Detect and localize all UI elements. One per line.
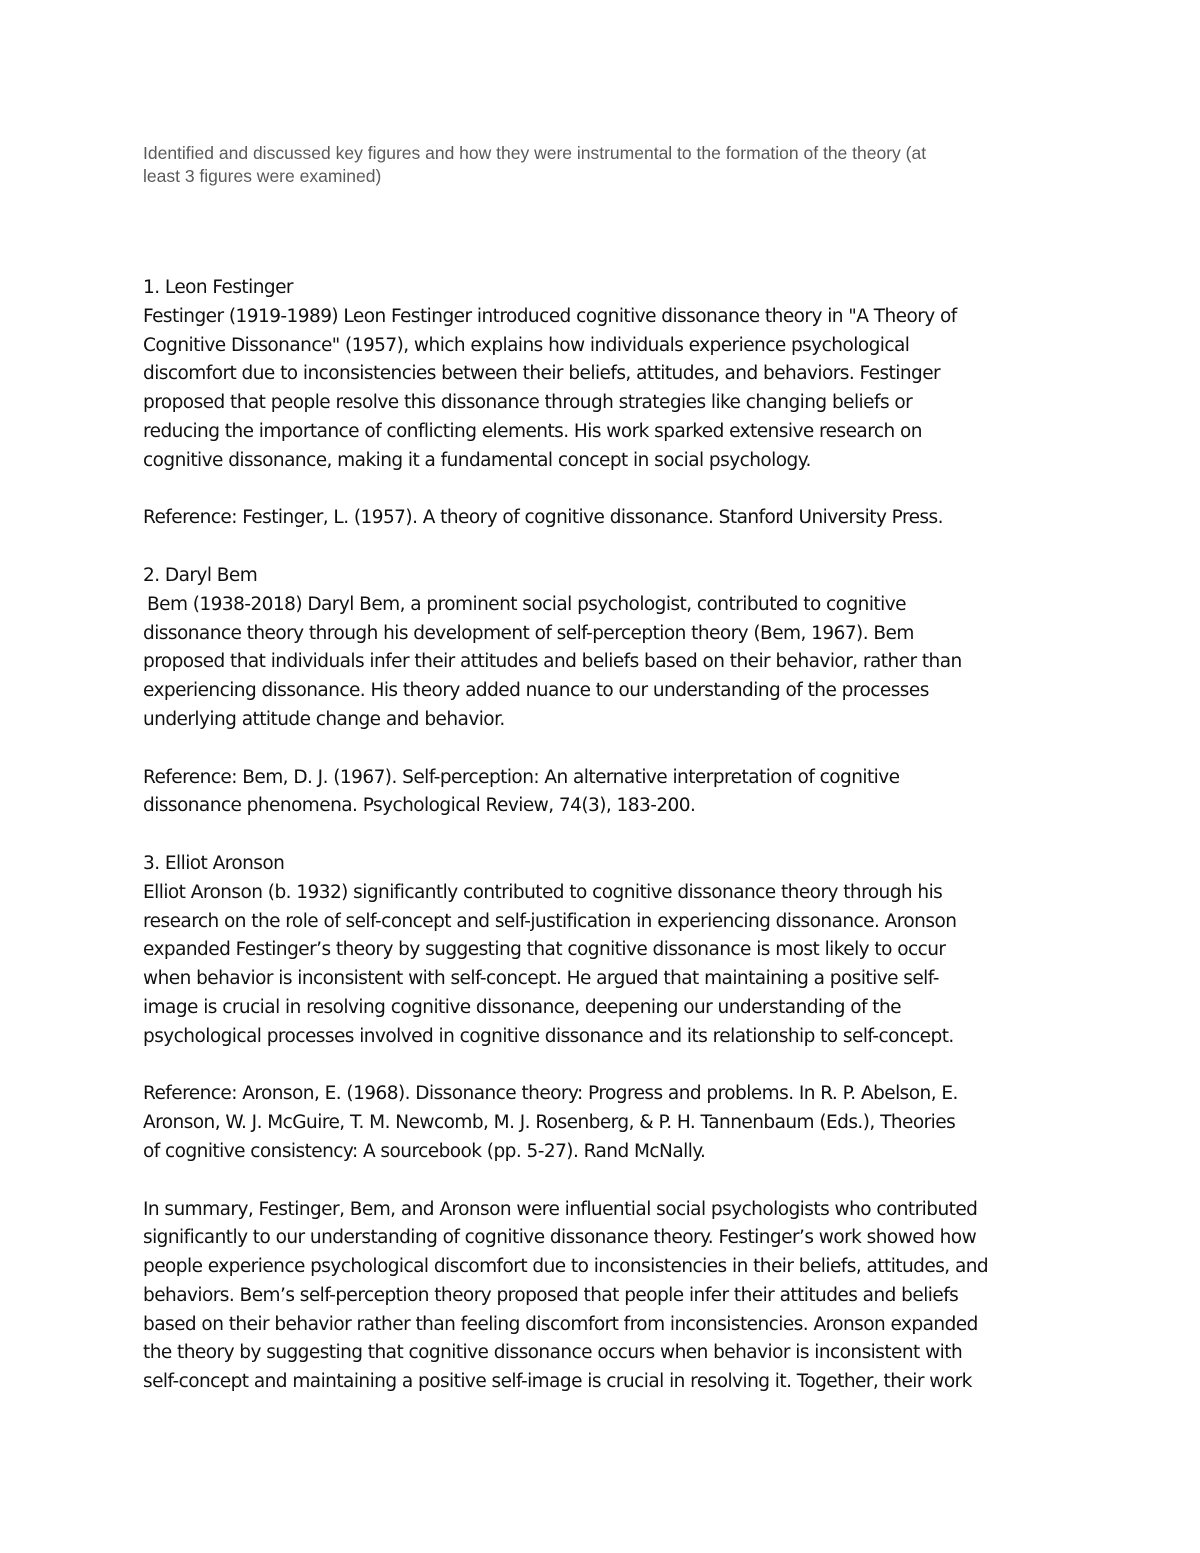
section-heading: 2. Daryl Bem: [143, 564, 258, 586]
rubric-prompt: [143, 142, 1043, 188]
paragraph-gap: [143, 1167, 1078, 1196]
paragraph-gap: [143, 735, 1078, 764]
reference-line: Reference: Aronson, E. (1968). Dissonance theory: Progress and problems. In R. P. Abelson, E.: [143, 1083, 958, 1105]
paragraph-line: dissonance theory through his development of self-perception theory (Bem, 1967). Bem: [143, 622, 914, 644]
paragraph-line: image is crucial in resolving cognitive dissonance, deepening our understanding of the: [143, 996, 901, 1018]
paragraph-line: discomfort due to inconsistencies between their beliefs, attitudes, and behaviors. Festinger: [143, 363, 941, 385]
reference-line: dissonance phenomena. Psychological Review, 74(3), 183-200.: [143, 795, 696, 817]
paragraph-line: Bem (1938-2018) Daryl Bem, a prominent social psychologist, contributed to cognitive: [147, 593, 906, 615]
paragraph-line: reducing the importance of conflicting elements. His work sparked extensive research on: [143, 420, 922, 442]
paragraph-line: underlying attitude change and behavior.: [143, 708, 505, 730]
summary-line: people experience psychological discomfort due to inconsistencies in their beliefs, attitudes, and: [143, 1256, 989, 1278]
rubric-prompt-line: Identified and discussed key figures and how they were instrumental to the formation of the theory (at: [143, 143, 927, 163]
summary-line: based on their behavior rather than feeling discomfort from inconsistencies. Aronson expanded: [143, 1313, 978, 1335]
paragraph-line: cognitive dissonance, making it a fundamental concept in social psychology.: [143, 449, 811, 471]
paragraph-line: Elliot Aronson (b. 1932) significantly contributed to cognitive dissonance theory through his: [143, 881, 943, 903]
section-heading: 3. Elliot Aronson: [143, 852, 285, 874]
paragraph-line: expanded Festinger’s theory by suggesting that cognitive dissonance is most likely to occur: [143, 939, 946, 961]
essay-body: [143, 274, 1078, 1397]
summary-line: In summary, Festinger, Bem, and Aronson were influential social psychologists who contributed: [143, 1198, 978, 1220]
paragraph-line: proposed that people resolve this dissonance through strategies like changing beliefs or: [143, 392, 913, 414]
paragraph-line: experiencing dissonance. His theory added nuance to our understanding of the processes: [143, 680, 929, 702]
summary-line: behaviors. Bem’s self-perception theory proposed that people infer their attitudes and beliefs: [143, 1284, 959, 1306]
rubric-prompt-line: least 3 figures were examined): [143, 166, 382, 186]
paragraph-gap: [143, 1052, 1078, 1081]
paragraph-line: proposed that individuals infer their attitudes and beliefs based on their behavior, rather than: [143, 651, 962, 673]
paragraph-line: psychological processes involved in cognitive dissonance and its relationship to self-concept.: [143, 1025, 954, 1047]
paragraph-line: Festinger (1919-1989) Leon Festinger introduced cognitive dissonance theory in "A Theory of: [143, 305, 957, 327]
paragraph-line: research on the role of self-concept and self-justification in experiencing dissonance. Aronson: [143, 910, 957, 932]
reference-line: of cognitive consistency: A sourcebook (pp. 5-27). Rand McNally.: [143, 1140, 706, 1162]
paragraph-line: when behavior is inconsistent with self-concept. He argued that maintaining a positive self-: [143, 968, 939, 990]
summary-line: the theory by suggesting that cognitive dissonance occurs when behavior is inconsistent with: [143, 1342, 963, 1364]
paragraph-gap: [143, 533, 1078, 562]
reference-line: Reference: Festinger, L. (1957). A theory of cognitive dissonance. Stanford University Press.: [143, 507, 943, 529]
paragraph-gap: [143, 476, 1078, 505]
paragraph-gap: [143, 821, 1078, 850]
summary-line: significantly to our understanding of cognitive dissonance theory. Festinger’s work showed how: [143, 1227, 977, 1249]
section-heading: 1. Leon Festinger: [143, 277, 293, 298]
paragraph-line: Cognitive Dissonance" (1957), which explains how individuals experience psychological: [143, 334, 910, 356]
summary-line: self-concept and maintaining a positive self-image is crucial in resolving it. Together, their work: [143, 1371, 972, 1393]
reference-line: Reference: Bem, D. J. (1967). Self-perception: An alternative interpretation of cognitive: [143, 766, 900, 788]
reference-line: Aronson, W. J. McGuire, T. M. Newcomb, M. J. Rosenberg, & P. H. Tannenbaum (Eds.), Theories: [143, 1112, 956, 1134]
